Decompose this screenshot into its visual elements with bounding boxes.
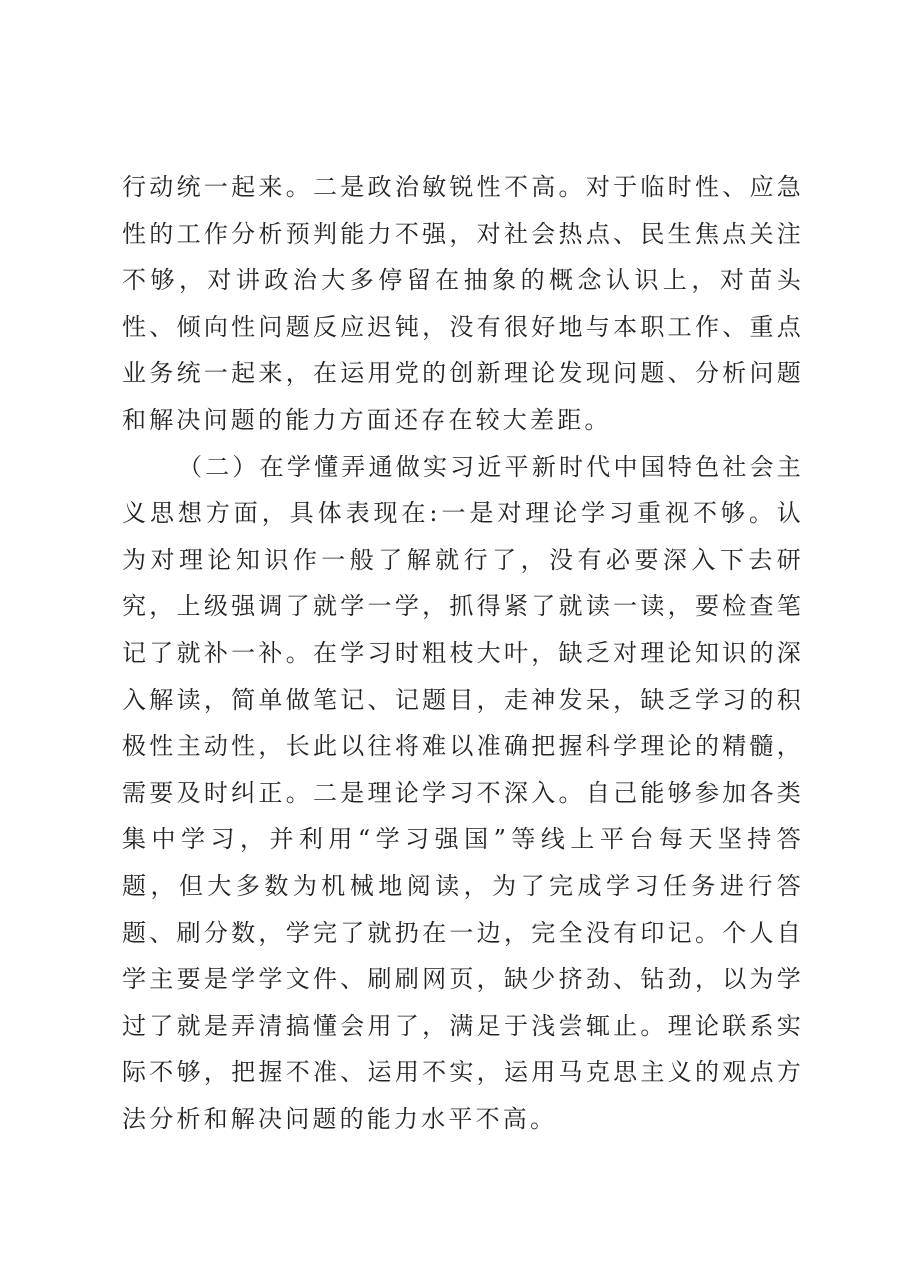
paragraph-continuation: 行动统一起来。二是政治敏锐性不高。对于临时性、应急性的工作分析预判能力不强，对社会热点、民生焦点关注不够，对讲政治大多停留在抽象的概念认识上，对苗头性、倾向性问题反应迟钝，没有很好地与本职工作、重点业务统一起来，在运用党的创新理论发现问题、分析问题和解决问题的能力方面还存在较大差距。 xyxy=(122,173,804,434)
paragraph-section-two: （二）在学懂弄通做实习近平新时代中国特色社会主义思想方面，具体表现在:一是对理论学习重视不够。认为对理论知识作一般了解就行了，没有必要深入下去研究，上级强调了就学一学，抓得紧了就读一读，要检查笔记了就补一补。在学习时粗枝大叶，缺乏对理论知识的深入解读，简单做笔记、记题目，走神发呆，缺乏学习的积极性主动性，长此以往将难以准确把握科学理论的精髓，需要及时纠正。二是理论学习不深入。自己能够参加各类集中学习，并利用“学习强国”等线上平台每天坚持答题，但大多数为机械地阅读，为了完成学习任务进行答题、刷分数，学完了就扔在一边，完全没有印记。个人自学主要是学学文件、刷刷网页，缺少挤劲、钻劲，以为学过了就是弄清搞懂会用了，满足于浅尝辄止。理论联系实际不够，把握不准、运用不实，运用马克思主义的观点方法分析和解决问题的能力水平不高。 xyxy=(122,452,804,1133)
document-body xyxy=(122,164,804,1142)
